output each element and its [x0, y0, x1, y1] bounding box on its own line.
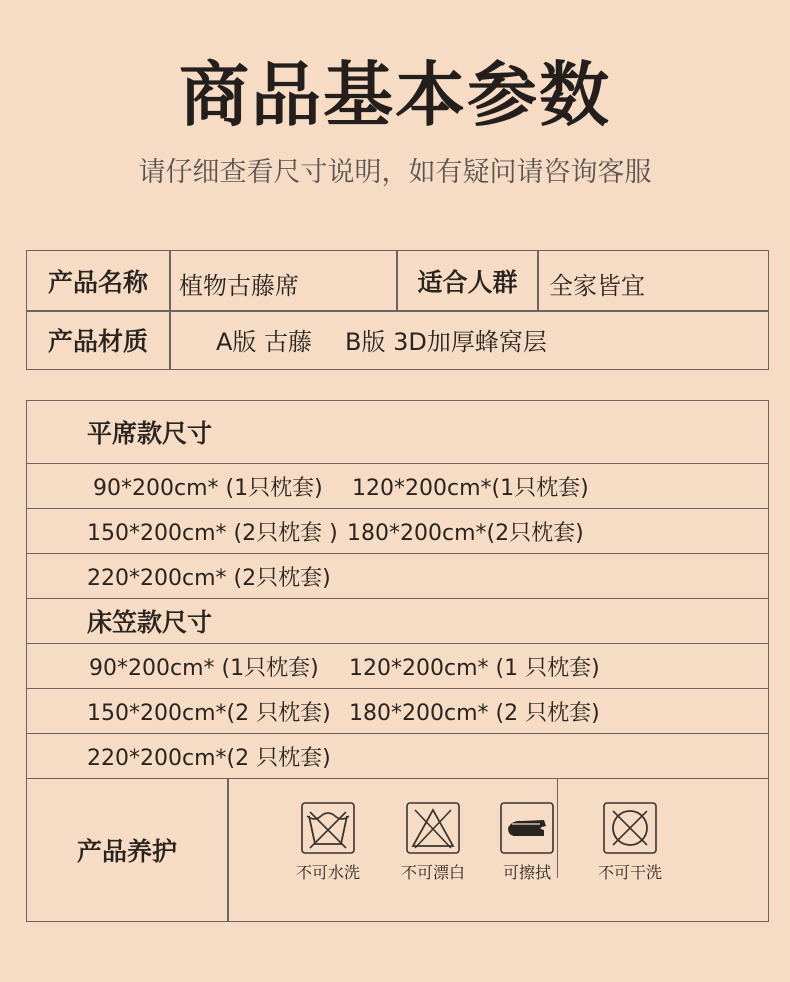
size-option: 120*200cm* (1 只枕套)	[349, 655, 600, 681]
divider	[537, 251, 539, 310]
audience-value: 全家皆宜	[549, 272, 645, 300]
no-water-wash-icon	[301, 802, 355, 854]
table-row	[27, 644, 768, 689]
care-item-no-bleach	[388, 802, 478, 883]
no-dry-clean-icon	[603, 802, 657, 854]
material-value-a: A版 古藤	[216, 327, 313, 356]
page-title: 商品基本参数	[179, 54, 611, 136]
size-table	[26, 400, 769, 922]
care-item-label: 不可漂白	[400, 863, 465, 882]
info-table	[26, 250, 769, 370]
size-option: 90*200cm* (1只枕套)	[89, 655, 319, 681]
product-name-label: 产品名称	[47, 267, 148, 297]
product-name-value: 植物古藤席	[179, 272, 299, 300]
care-item-no-dry-clean	[585, 802, 675, 883]
material-value-b: B版 3D加厚蜂窝层	[345, 327, 547, 356]
size-option: 120*200cm*(1只枕套)	[352, 475, 589, 501]
table-row	[27, 734, 768, 779]
wipe-icon	[500, 802, 554, 854]
table-row	[27, 689, 768, 734]
material-label: 产品材质	[47, 327, 148, 356]
care-item-label: 可擦拭	[502, 863, 551, 882]
flat-size-title: 平席款尺寸	[87, 419, 213, 448]
care-section	[27, 778, 768, 921]
table-row	[27, 554, 768, 599]
size-option: 90*200cm* (1只枕套)	[93, 475, 323, 501]
audience-label: 适合人群	[417, 267, 518, 297]
divider	[227, 778, 229, 921]
care-item-label: 不可干洗	[597, 863, 662, 882]
care-item-wipe	[482, 802, 572, 883]
no-bleach-icon	[406, 802, 460, 854]
care-item-no-water-wash	[283, 802, 373, 883]
size-option: 150*200cm*(2 只枕套)	[87, 700, 331, 726]
table-row	[27, 464, 768, 509]
size-option: 150*200cm* (2只枕套 )	[87, 520, 338, 546]
page-subtitle: 请仔细查看尺寸说明，如有疑问请咨询客服	[138, 157, 652, 188]
size-option: 180*200cm*(2只枕套)	[347, 520, 584, 546]
table-row	[27, 509, 768, 554]
divider	[557, 778, 558, 878]
size-option: 180*200cm* (2 只枕套)	[349, 700, 600, 726]
divider	[169, 251, 171, 369]
size-option: 220*200cm* (2只枕套)	[87, 565, 331, 591]
fitted-size-title: 床笠款尺寸	[87, 608, 213, 637]
care-item-label: 不可水洗	[295, 863, 360, 882]
care-label: 产品养护	[76, 836, 177, 866]
flat-size-header-row	[27, 401, 768, 464]
size-option: 220*200cm*(2 只枕套)	[87, 745, 331, 771]
fitted-size-header-row	[27, 599, 768, 644]
